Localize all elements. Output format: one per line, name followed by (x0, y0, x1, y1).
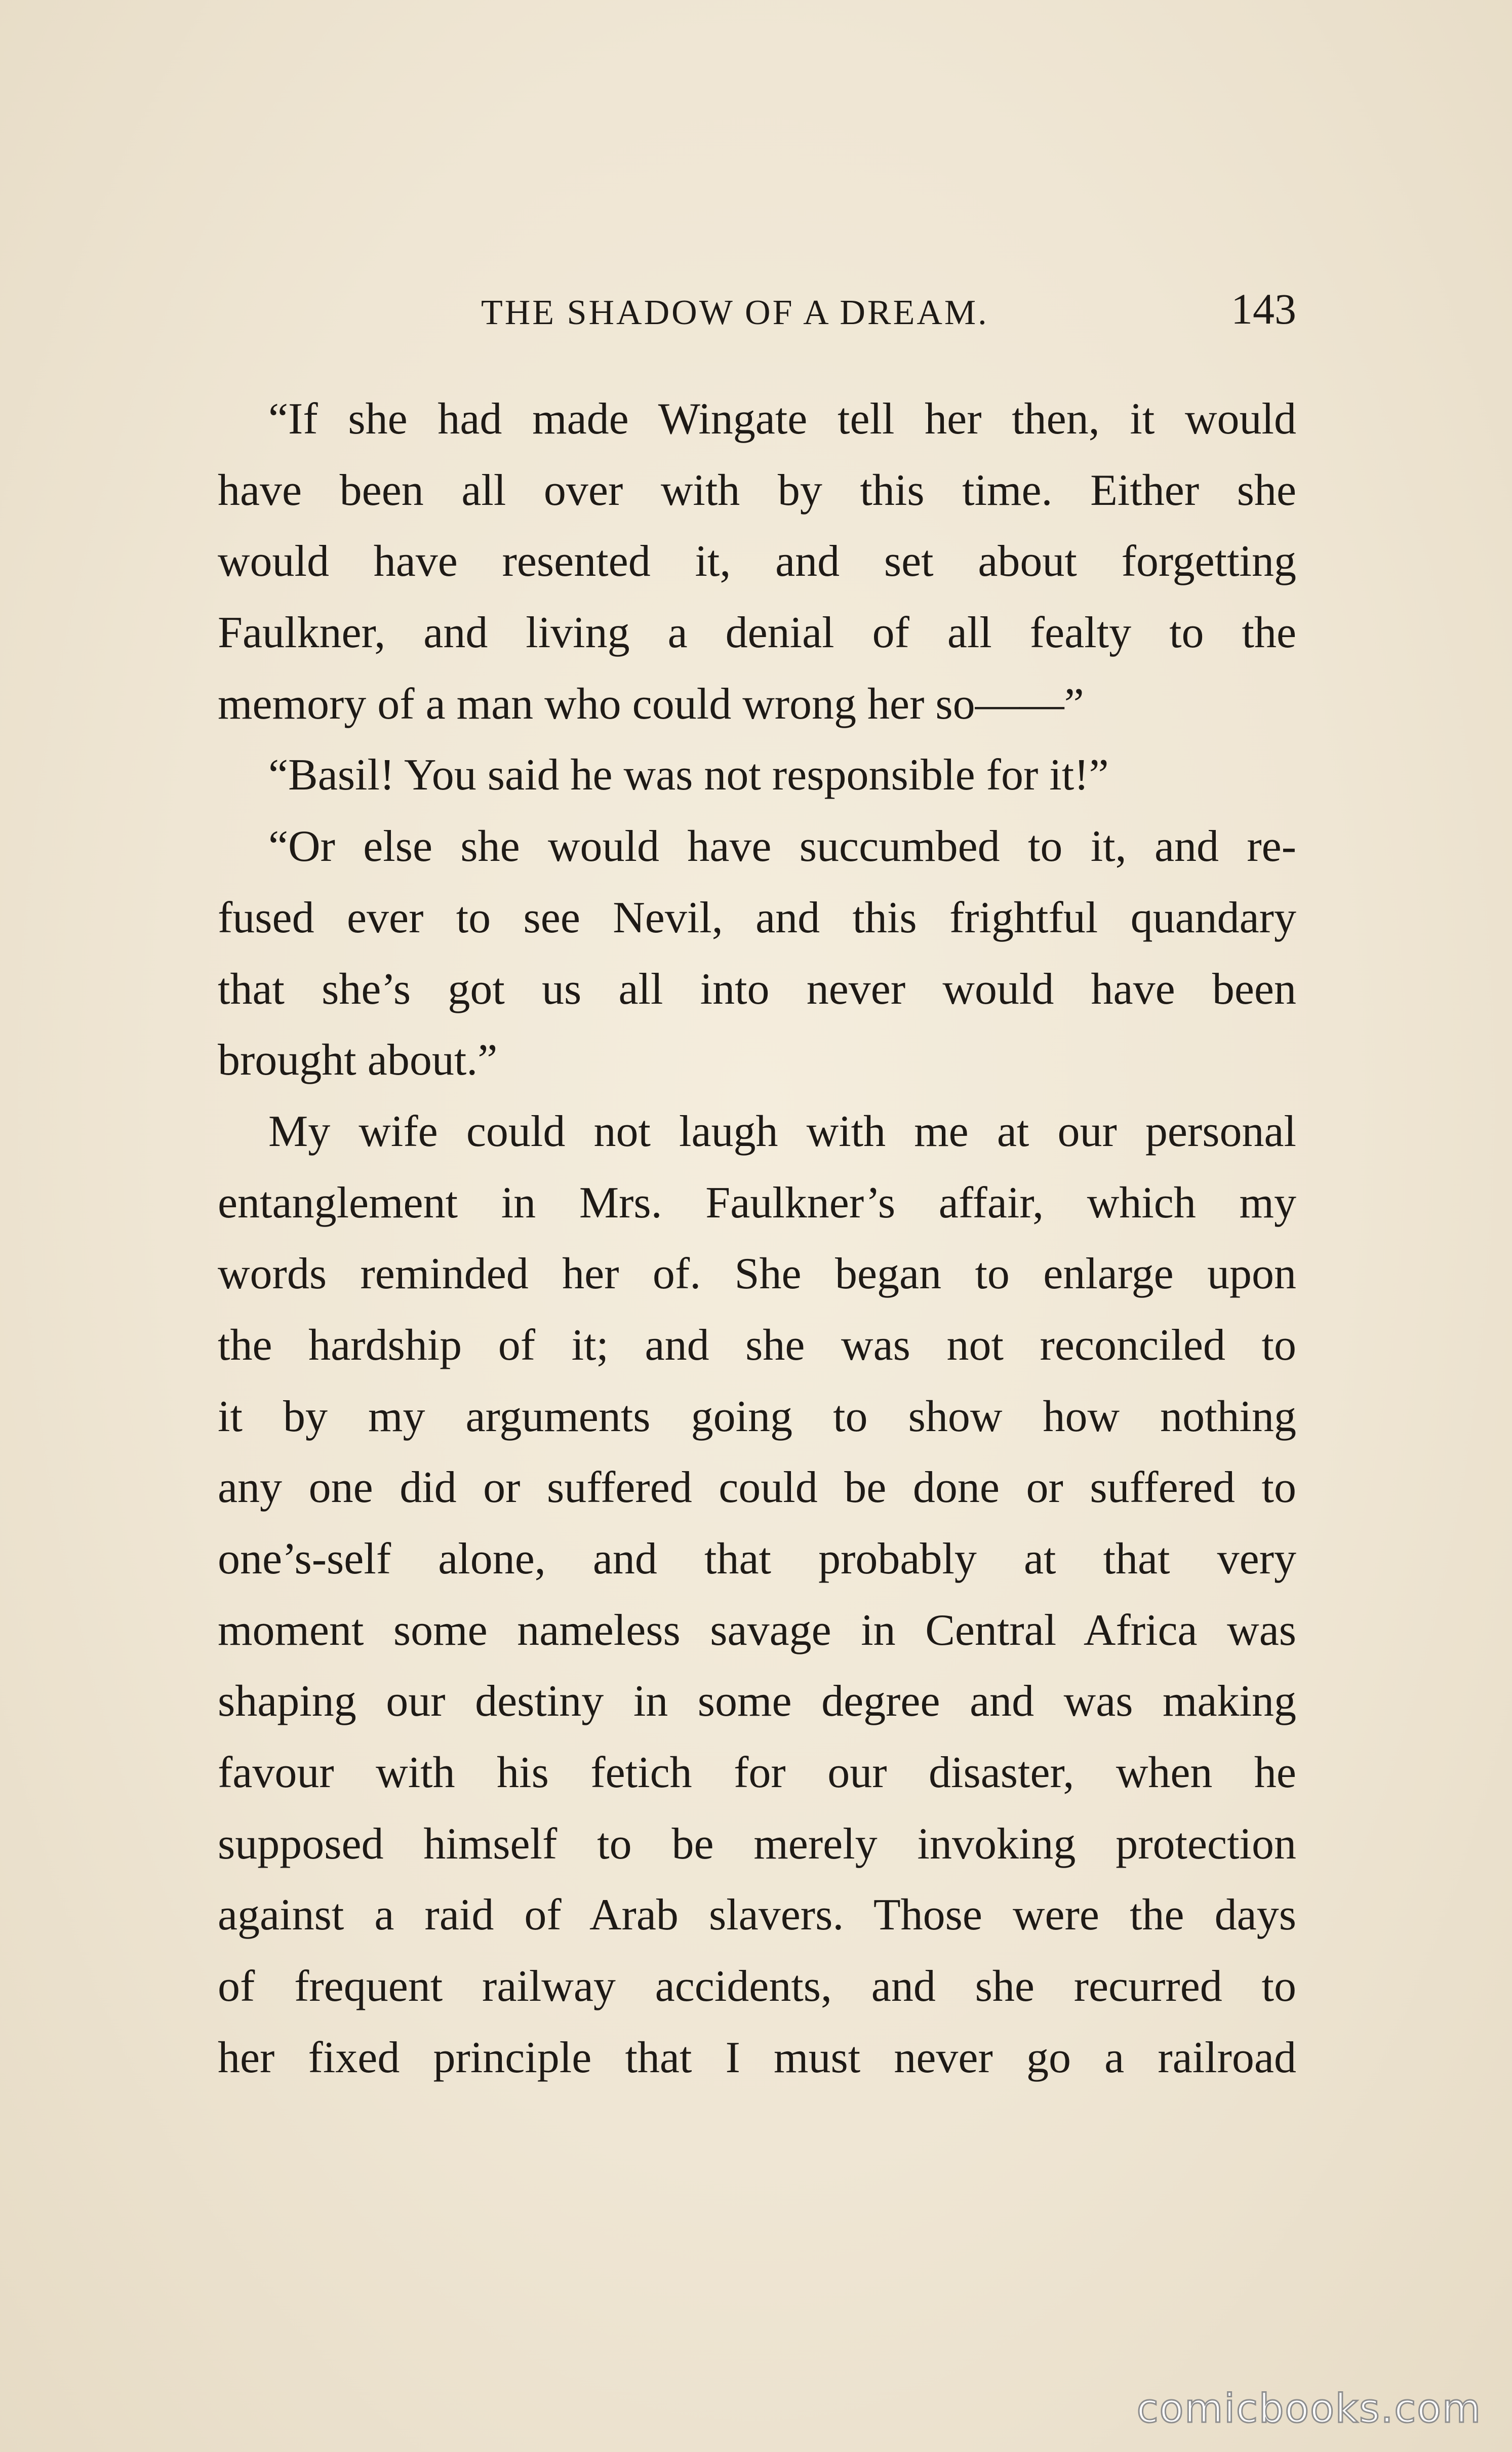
text-line-paragraph-end: brought about.” (218, 1036, 498, 1085)
text-line: the hardship of it; and she was not reconciled to (218, 1320, 1296, 1370)
running-title: THE SHADOW OF A DREAM. (481, 293, 989, 332)
text-line: supposed himself to be merely invoking protection (218, 1819, 1296, 1869)
text-line: favour with his fetich for our disaster, when he (218, 1748, 1296, 1798)
text-line: that she’s got us all into never would have been (218, 964, 1296, 1014)
text-line: entanglement in Mrs. Faulkner’s affair, which my (218, 1178, 1296, 1228)
text-line-paragraph-start: “Or else she would have succumbed to it, and re- (268, 822, 1296, 872)
text-line: against a raid of Arab slavers. Those were the days (218, 1890, 1296, 1940)
text-line: one’s-self alone, and that probably at that very (218, 1534, 1296, 1584)
text-line-paragraph-end: memory of a man who could wrong her so——” (218, 679, 1084, 729)
text-line: would have resented it, and set about forgetting (218, 537, 1296, 586)
text-line: her fixed principle that I must never go a railroad (218, 2033, 1296, 2082)
text-line-paragraph-start: “Basil! You said he was not responsible for it!” (268, 750, 1109, 800)
text-line-paragraph-start: “If she had made Wingate tell her then, it would (268, 394, 1296, 444)
text-line: fused ever to see Nevil, and this frightful quandary (218, 893, 1296, 942)
text-line: any one did or suffered could be done or suffered to (218, 1463, 1296, 1513)
text-line: of frequent railway accidents, and she recurred to (218, 1962, 1296, 2011)
text-line: words reminded her of. She began to enlarge upon (218, 1249, 1296, 1299)
text-line: have been all over with by this time. Either she (218, 465, 1296, 515)
text-line: shaping our destiny in some degree and was making (218, 1677, 1296, 1726)
page-number: 143 (1231, 285, 1296, 333)
text-line: Faulkner, and living a denial of all fealty to the (218, 608, 1296, 658)
body-text (218, 384, 1296, 2094)
text-line: moment some nameless savage in Central Africa was (218, 1605, 1296, 1655)
text-line: it by my arguments going to show how nothing (218, 1392, 1296, 1441)
running-header (218, 284, 1296, 349)
watermark-logo: comicbooks.com (1136, 2386, 1482, 2432)
text-line-paragraph-start: My wife could not laugh with me at our personal (268, 1106, 1296, 1156)
